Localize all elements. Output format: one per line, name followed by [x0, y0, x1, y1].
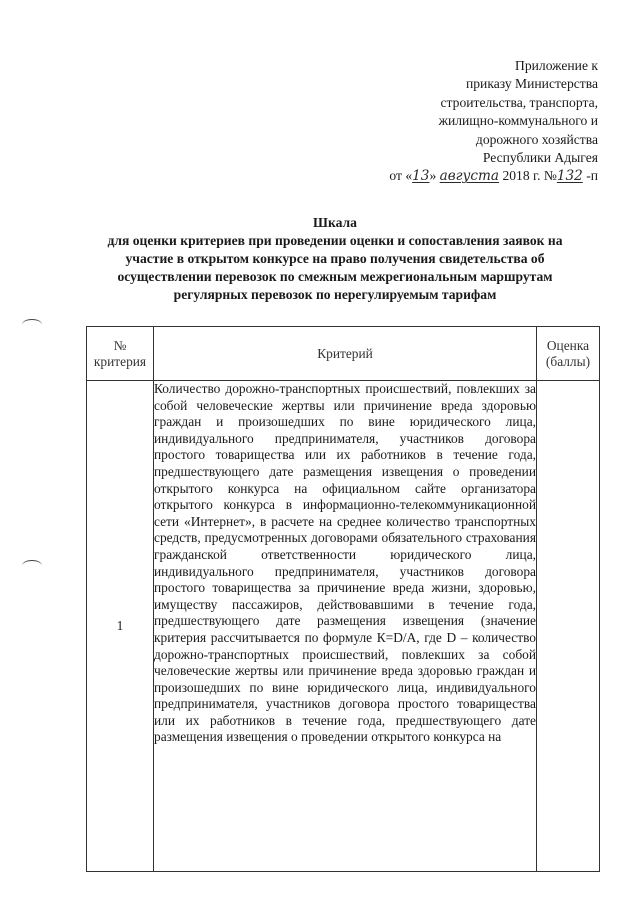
appendix-line: приказу Министерства: [465, 76, 598, 92]
title-heading: Шкала: [313, 215, 357, 230]
table-header-row: [87, 327, 600, 381]
title-line: осуществлении перевозок по смежным межрегиональным маршрутам: [117, 269, 553, 284]
criteria-table: [86, 326, 600, 872]
header-criterion-number: № критерия: [87, 327, 154, 381]
date-year: 2018 г. №: [499, 168, 557, 184]
criterion-text-cell: Количество дорожно-транспортных происшествий, повлекших за собой человеческие жертвы или причинение вреда здоровью граждан и произошедших по вине юридического лица, индивидуального предпринимателя, участников договора простого товарищества или их работников в течение года, предшествующего дате размещения извещения о проведении открытого конкурса на официальном сайте организатора открытого конкурса в информационно-телекоммуникационной сети «Интернет», в расчете на среднее количество транспортных средств, предусмотренных договорами обязательного страхования гражданской ответственности юридического лица, индивидуального предпринимателя, участников договора простого товарищества за причинение вреда жизни, здоровью, имуществу пассажиров, действовавшими в течение года, предшествующего дате размещения извещения (значение критерия рассчитывается по формуле К=D/A, где D – количество дорожно-транспортных происшествий, повлекших за собой человеческие жертвы или причинение вреда здоровью граждан и произошедших по вине юридического лица, индивидуального предпринимателя, участников договора простого товарищества или их работников в течение года, предшествующего дате размещения извещения о проведении открытого конкурса на: [154, 381, 537, 872]
punch-hole-mark: [22, 560, 42, 571]
appendix-block: [389, 57, 598, 186]
order-suffix: -п: [582, 168, 598, 184]
score-cell: [537, 381, 600, 872]
title-line: регулярных перевозок по нерегулируемым тарифам: [173, 287, 497, 302]
criterion-number-cell: 1: [87, 381, 154, 872]
title-line: участие в открытом конкурсе на право получения свидетельства об: [125, 251, 545, 266]
document-title: [70, 214, 600, 304]
header-score: Оценка (баллы): [537, 327, 600, 381]
appendix-line: строительства, транспорта,: [440, 94, 598, 110]
appendix-line: Республики Адыгея: [482, 150, 598, 166]
appendix-line: дорожного хозяйства: [475, 131, 598, 147]
handwritten-day: 13: [412, 168, 430, 185]
table-row: [87, 381, 600, 872]
handwritten-number: 132: [556, 168, 583, 185]
title-line: для оценки критериев при проведении оценки и сопоставления заявок на: [107, 233, 563, 248]
punch-hole-mark: [22, 319, 42, 330]
date-prefix: от «: [389, 168, 413, 184]
date-mid: »: [429, 168, 437, 184]
appendix-line: жилищно-коммунального и: [438, 113, 598, 129]
order-date-line: [389, 167, 598, 185]
handwritten-month: августа: [439, 168, 500, 185]
header-criterion: Критерий: [154, 327, 537, 381]
appendix-line: Приложение к: [515, 58, 598, 73]
